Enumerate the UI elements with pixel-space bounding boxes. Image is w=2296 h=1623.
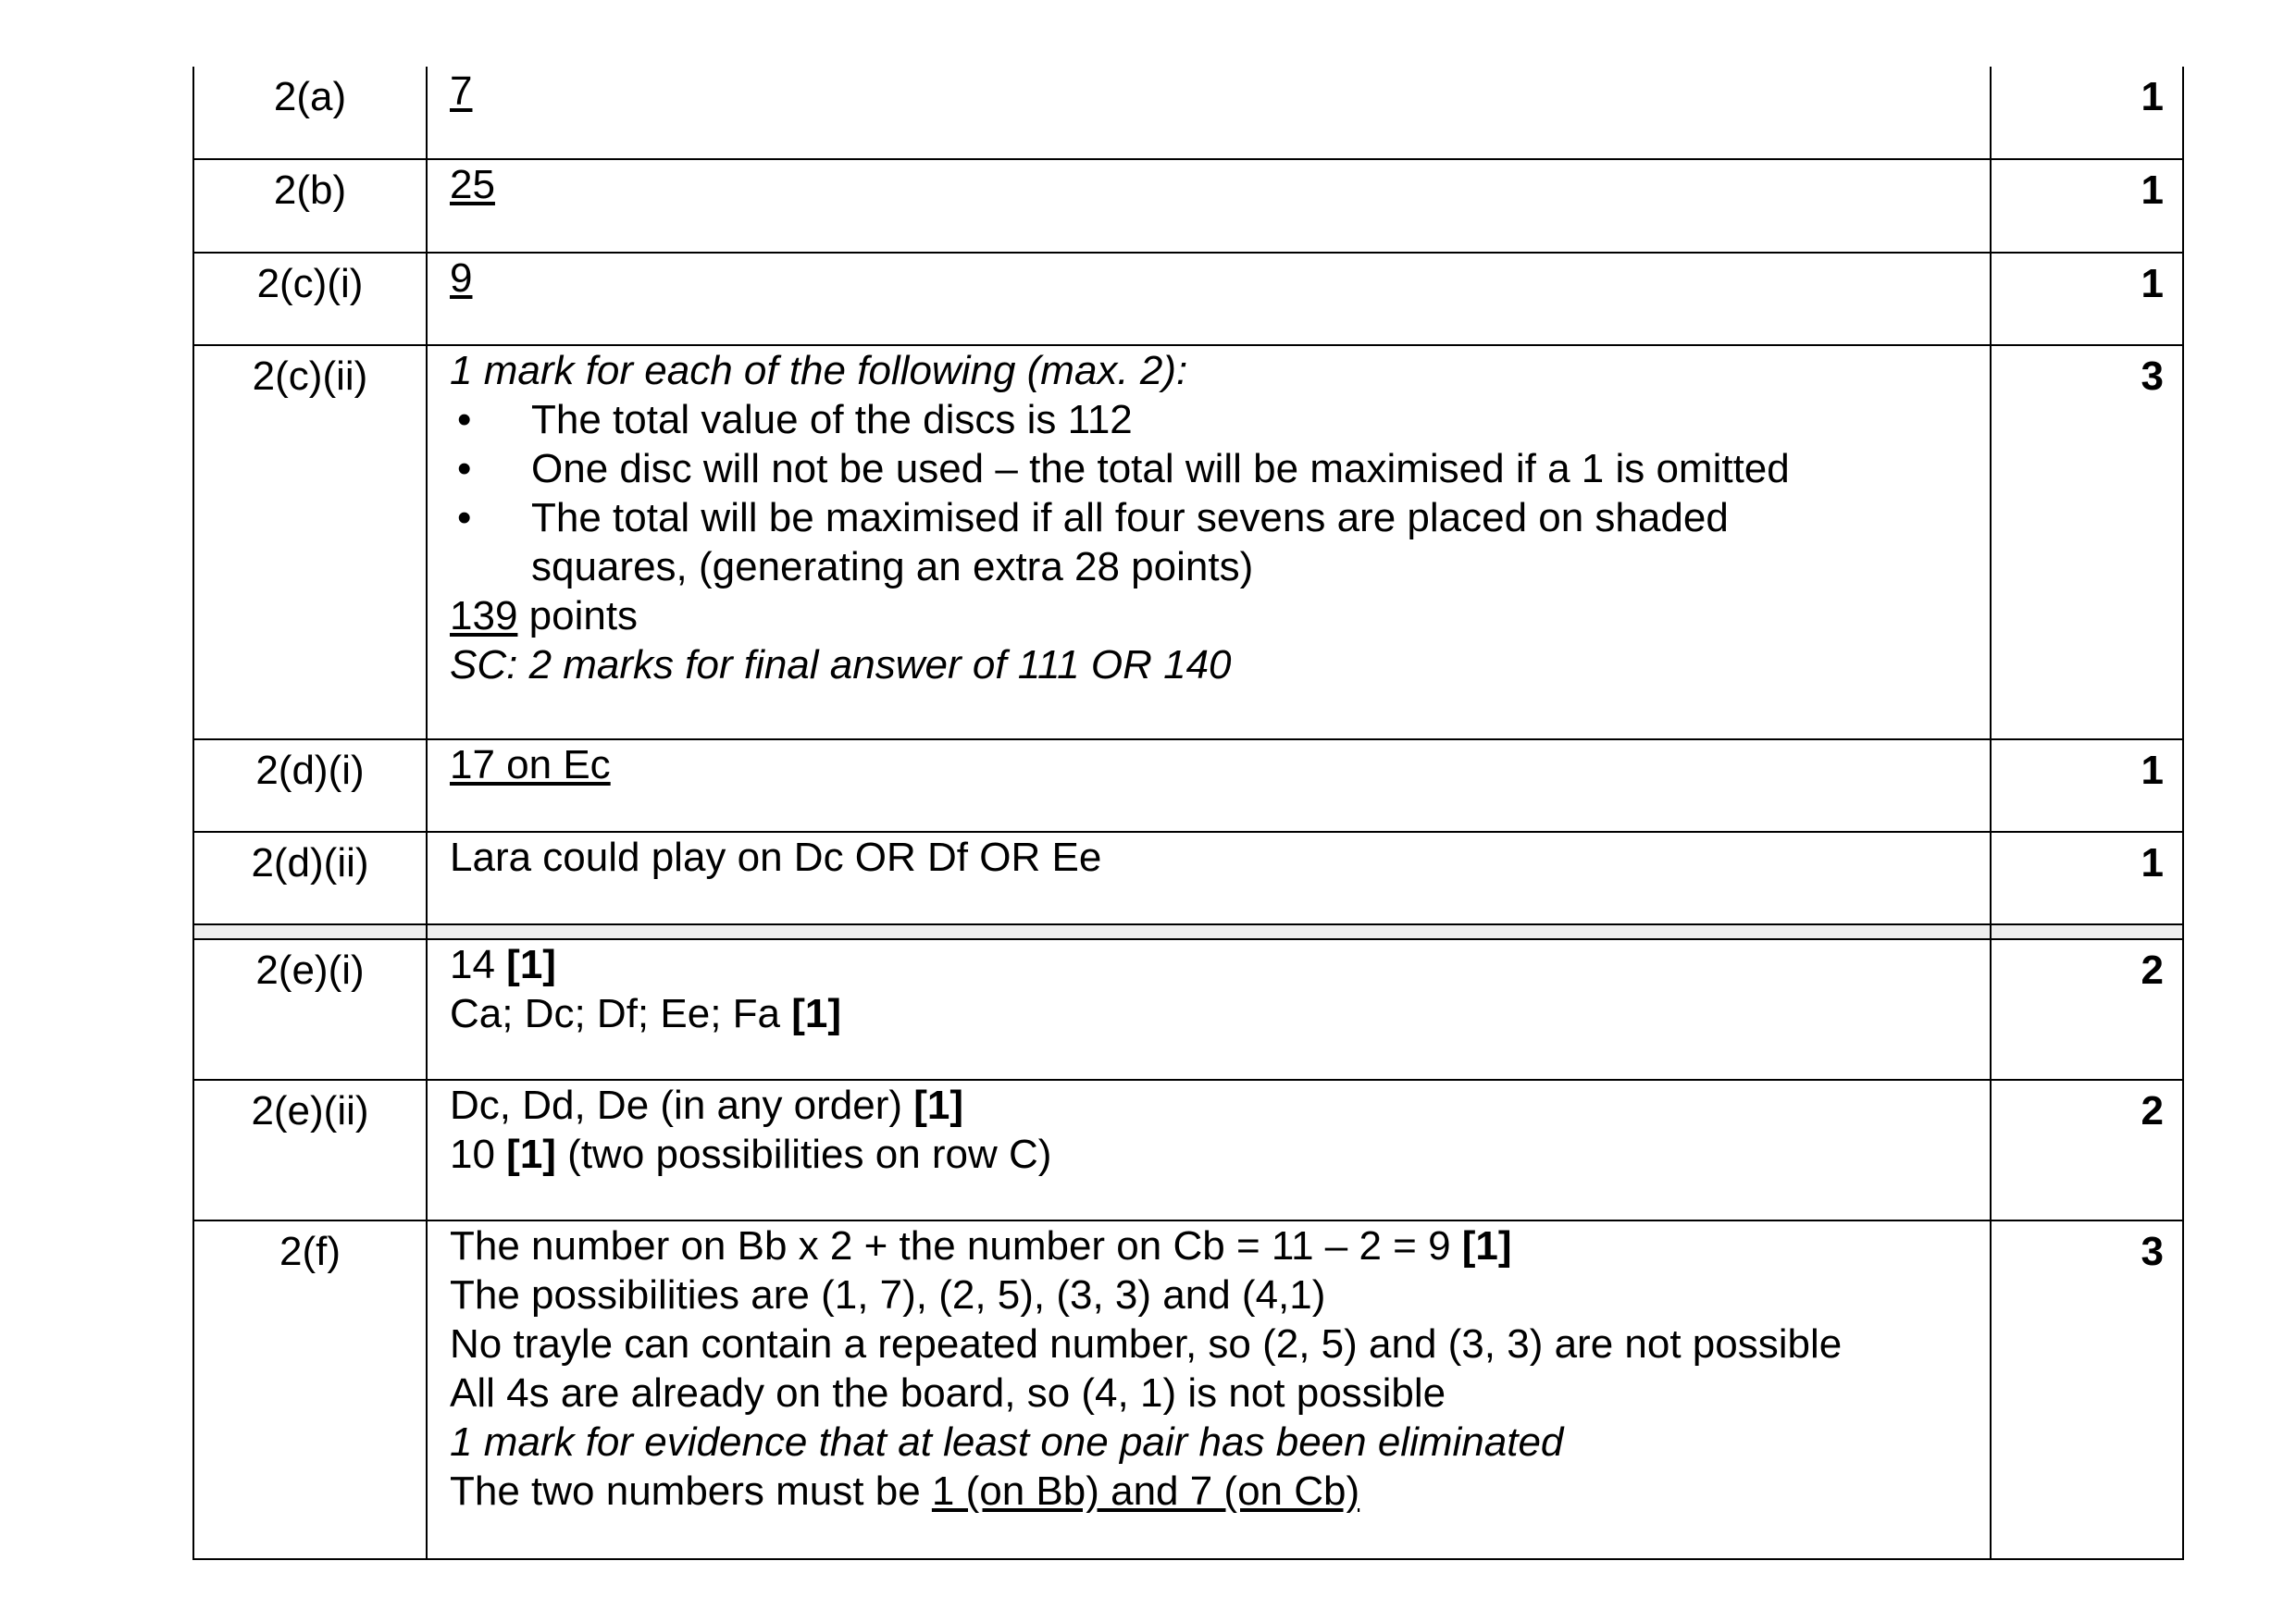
separator-cell (193, 924, 427, 939)
question-number: 2(a) (193, 67, 427, 159)
question-number: 2(d)(i) (193, 739, 427, 832)
table-row (193, 939, 2183, 1080)
answer-text: Ca; Dc; Df; Ee; Fa (450, 991, 792, 1036)
answer-line: The possibilities are (1, 7), (2, 5), (3, 3) and (4,1) (450, 1272, 1326, 1318)
final-answer (450, 591, 1967, 640)
marking-guidance: 1 mark for each of the following (max. 2): (450, 348, 1188, 393)
question-number: 2(b) (193, 159, 427, 253)
criterion-text: The total will be maximised if all four sevens are placed on shaded (531, 495, 1729, 540)
answer-text: The two numbers must be (450, 1468, 932, 1514)
answer-cell (427, 1080, 1991, 1220)
answer-line (450, 1081, 1967, 1130)
answer-text: (two possibilities on row C) (555, 1132, 1052, 1177)
table-row (193, 832, 2183, 924)
marks-cell: 3 (1991, 345, 2183, 739)
answer-line (450, 940, 1967, 989)
marks-cell: 1 (1991, 739, 2183, 832)
question-number: 2(c)(ii) (193, 345, 427, 739)
answer-line (450, 1467, 1967, 1516)
marks-cell: 3 (1991, 1220, 2183, 1559)
answer-cell (427, 159, 1991, 253)
table-row (193, 159, 2183, 253)
criterion-text: One disc will not be used – the total will be maximised if a 1 is omitted (531, 446, 1790, 491)
marks-cell: 1 (1991, 253, 2183, 345)
table-row (193, 739, 2183, 832)
question-number: 2(d)(ii) (193, 832, 427, 924)
answer-text: 7 (450, 68, 473, 114)
marking-guidance: 1 mark for evidence that at least one pair has been eliminated (450, 1419, 1564, 1465)
answer-cell (427, 832, 1991, 924)
marks-cell: 1 (1991, 159, 2183, 253)
marks-cell: 2 (1991, 939, 2183, 1080)
list-item (450, 395, 1967, 444)
answer-cell (427, 345, 1991, 739)
answer-text: 10 (450, 1132, 507, 1177)
special-case-note: SC: 2 marks for final answer of 111 OR 140 (450, 642, 1232, 688)
answer-text: 17 on Ec (450, 742, 611, 787)
answer-line: No trayle can contain a repeated number, so (2, 5) and (3, 3) are not possible (450, 1321, 1843, 1367)
list-item (450, 493, 1967, 591)
separator-cell (1991, 924, 2183, 939)
table-row (193, 67, 2183, 159)
marks-cell: 1 (1991, 67, 2183, 159)
answer-cell (427, 253, 1991, 345)
answer-cell (427, 67, 1991, 159)
mark-award: [1] (506, 1132, 556, 1177)
bullet-icon: • (457, 397, 472, 442)
separator-cell (427, 924, 1991, 939)
final-answer-value: 139 (450, 593, 518, 638)
question-number: 2(c)(i) (193, 253, 427, 345)
answer-line: All 4s are already on the board, so (4, 1) is not possible (450, 1370, 1446, 1416)
final-answer-suffix: points (517, 593, 639, 638)
answer-cell (427, 1220, 1991, 1559)
answer-cell (427, 739, 1991, 832)
bullet-icon: • (457, 446, 472, 491)
question-number: 2(e)(i) (193, 939, 427, 1080)
final-answer-value: 1 (on Bb) and 7 (on Cb) (931, 1468, 1360, 1514)
table-row (193, 1220, 2183, 1559)
mark-award: [1] (791, 991, 841, 1036)
question-number: 2(e)(ii) (193, 1080, 427, 1220)
answer-text: The number on Bb x 2 + the number on Cb = 11 – 2 = 9 (450, 1223, 1462, 1269)
answer-text: 9 (450, 255, 473, 301)
table-row (193, 345, 2183, 739)
mark-award: [1] (913, 1083, 964, 1128)
marks-cell: 2 (1991, 1080, 2183, 1220)
answer-text: 14 (450, 942, 507, 987)
table-row (193, 1080, 2183, 1220)
answer-text: Lara could play on Dc OR Df OR Ee (450, 835, 1102, 880)
answer-cell (427, 939, 1991, 1080)
table-row (193, 253, 2183, 345)
answer-line (450, 989, 1967, 1038)
mark-award: [1] (1461, 1223, 1512, 1269)
answer-text: 25 (450, 162, 495, 207)
criterion-text: The total value of the discs is 112 (531, 397, 1133, 442)
answer-line (450, 1130, 1967, 1179)
question-number: 2(f) (193, 1220, 427, 1559)
list-item (450, 444, 1967, 493)
mark-scheme-table (192, 67, 2184, 1560)
marks-cell: 1 (1991, 832, 2183, 924)
answer-text: Dc, Dd, De (in any order) (450, 1083, 914, 1128)
mark-award: [1] (506, 942, 556, 987)
table-separator (193, 924, 2183, 939)
bullet-icon: • (457, 495, 472, 540)
criterion-text-continued: squares, (generating an extra 28 points) (531, 544, 1254, 589)
criteria-list (450, 395, 1967, 591)
answer-line (450, 1221, 1967, 1270)
